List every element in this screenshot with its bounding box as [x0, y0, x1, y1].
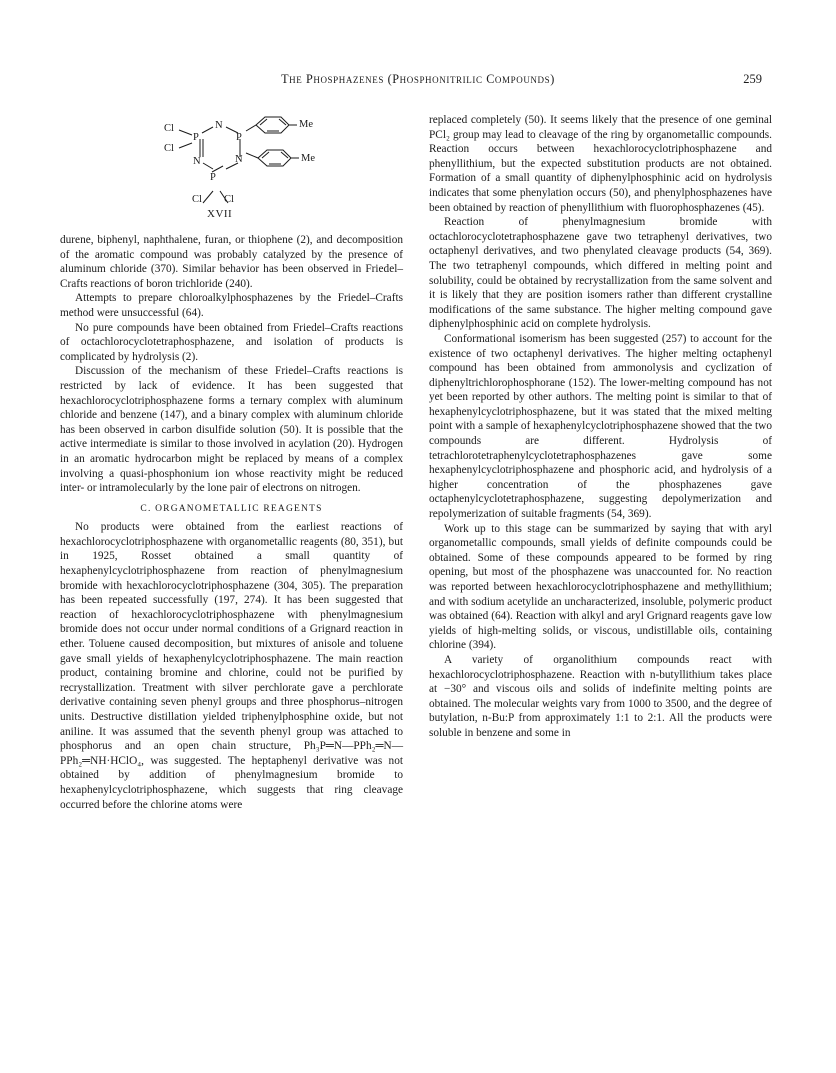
atom-p: P — [193, 132, 199, 143]
paragraph: durene, biphenyl, naphthalene, furan, or thiophene (2), and decomposition of the aromatic compound was probably catalyzed by the presence of aluminum chloride (370). Similar behavior has been observed in Friedel–Crafts reactions of boron trichloride (240). — [60, 234, 403, 290]
left-column — [60, 113, 403, 812]
paragraph: Discussion of the mechanism of these Friedel–Crafts reactions is restricted by lack of evidence. It has been suggested that hexachlorocyclotriphosphazene forms a ternary complex with aluminum chloride and benzene (147), and a binary complex with aluminum chloride has been observed in carbon disulfide solution (50). It is possible that the active intermediate is similar to those involved in acylation (20). Hydrogen in an aromatic hydrocarbon might be replaced by means of a complex involving a quasi-phosphonium ion whose reactivity might be reduced inter- or intramolecularly by the lone pair of electrons on nitrogen. — [60, 365, 403, 495]
atom-n: N — [235, 154, 243, 165]
paragraph: replaced completely (50). It seems likely that the presence of one geminal PCl₂ group may lead to cleavage of the ring by organometallic compounds. Reaction occurs between hexachlorocyclotriphosphazene and phenyllithium, but the expected substitution products are not obtained. Formation of a small quantity of diphenylphosphinic acid on hydrolysis indicates that some phenylation occurs (50), and phenylphosphazenes have been obtained by reaction of phenyllithium with fluorophosphazenes (45). — [429, 114, 772, 214]
atom-cl: Cl — [224, 194, 234, 205]
page-number: 259 — [743, 72, 762, 86]
page-header — [60, 72, 776, 90]
atom-p: P — [236, 132, 242, 143]
section-heading: C. ORGANOMETALLIC REAGENTS — [140, 503, 323, 514]
methyl-label: Me — [301, 153, 315, 164]
atom-n: N — [193, 156, 201, 167]
atom-n: N — [215, 120, 223, 131]
running-title: The Phosphazenes (Phosphonitrilic Compounds) — [281, 72, 555, 86]
atom-cl: Cl — [164, 143, 174, 154]
paragraph: Conformational isomerism has been suggested (257) to account for the existence of two octaphenyl derivatives. The higher melting octaphenyl compound has been obtained from ammonolysis and cyclization of diphenyltrichlorophosphorane (152). The lower-melting compound has not yet been reported by other authors. The melting point is similar to that of hexaphenylcyclotriphosphazene, but it was stated that the mixed melting point with a sample of hexaphenylcyclotriphosphazene showed that the two compounds are different. Hydrolysis of tetrachlorotetraphenylcyclotetraphosphazenes gave some hexaphenylcyclotriphosphazene and phosphoric acid, and hydrolysis of a higher concentration of the phosphazenes gave octaphenylcyclotetraphosphazene, suggesting depolymerization and repolymerization of suitable fragments (54, 369). — [429, 332, 772, 521]
paragraph: No pure compounds have been obtained from Friedel–Crafts reactions of octachlorocyclotetraphosphazene, and isolation of products is complicated by hydrolysis (2). — [60, 321, 403, 363]
paragraph: Work up to this stage can be summarized by saying that with aryl organometallic compounds, small yields of definite compounds could be obtained. Some of these compounds appeared to be formed by ring opening, but most of the phosphazene was unaccounted for. No reaction was reported between hexachlorocyclotriphosphazene and methyllithium; and with sodium acetylide an uncharacterized, insoluble, polymeric product was obtained (64). Reaction with alkyl and aryl Grignard reagents gave low yields of high-melting solids, or viscous, undistillable oils, containing chlorine (394). — [429, 522, 772, 652]
paragraph: No products were obtained from the earliest reactions of hexachlorocyclotriphosphazene with organometallic reagents (80, 351), but in 1925, Rosset obtained a small quantity of hexaphenylcyclotriphosphazene from reaction of phenylmagnesium bromide with hexachlorocyclotriphosphazene (304, 305). The preparation has been repeated successfully (197, 274). It has been suggested that reaction of hexachlorocyclotriphosphazene with phenylmagnesium bromide does not occur under normal conditions of a Grignard reaction in ether. Toluene caused decomposition, but mixtures of anisole and toluene gave small yields of hexaphenylcyclotriphosphazene. The main reaction product, containing bromine and chlorine, could not be purified by recrystallization. Treatment with silver perchlorate gave a perchlorate derivative containing seven phenyl groups and three phosphorus–nitrogen units. Destructive distillation yielded triphenylphosphine oxide, but not aniline. It was assumed that the seventh phenyl group was attached to phosphorus and an open chain structure, Ph₃P═N—PPh₂═N—PPh₂═NH·HClO₄, was suggested. The heptaphenyl derivative was not obtained by addition of phenylmagnesium bromide to hexaphenylcyclotriphosphazene, which suggests that ring cleavage occurred before the chlorine atoms were — [60, 521, 403, 811]
right-column — [429, 113, 772, 741]
paragraph: A variety of organolithium compounds react with hexachlorocyclotriphosphazene. Reaction with n-butyllithium takes place at −30° and viscous oils and solids of indefinite melting points are obtained. The molecular weights vary from 1000 to 3500, and the degree of butylation, n-Bu:P from approximately 1:1 to 2:1. All the products were soluble in benzene and some in — [429, 653, 772, 739]
atom-p: P — [210, 172, 216, 183]
methyl-label: Me — [299, 119, 313, 130]
chemical-structure-xvii — [60, 113, 403, 231]
structure-label: XVII — [207, 208, 233, 220]
paragraph: Attempts to prepare chloroalkylphosphazenes by the Friedel–Crafts method were unsuccessful (64). — [60, 292, 403, 319]
paragraph: Reaction of phenylmagnesium bromide with octachlorocyclotetraphosphazene gave two tetraphenyl derivatives, two octaphenyl derivatives, and two phenylated cleavage products (54, 369). The two tetraphenyl compounds, which differed in melting point and solubility, could be obtained by recrystallization from the same solvent and it is likely that they are position isomers rather than different crystalline modifications of the same substance. The higher melting compound gave diphenylphosphinic acid on complete hydrolysis. — [429, 216, 772, 331]
atom-cl: Cl — [164, 123, 174, 134]
atom-cl: Cl — [192, 194, 202, 205]
